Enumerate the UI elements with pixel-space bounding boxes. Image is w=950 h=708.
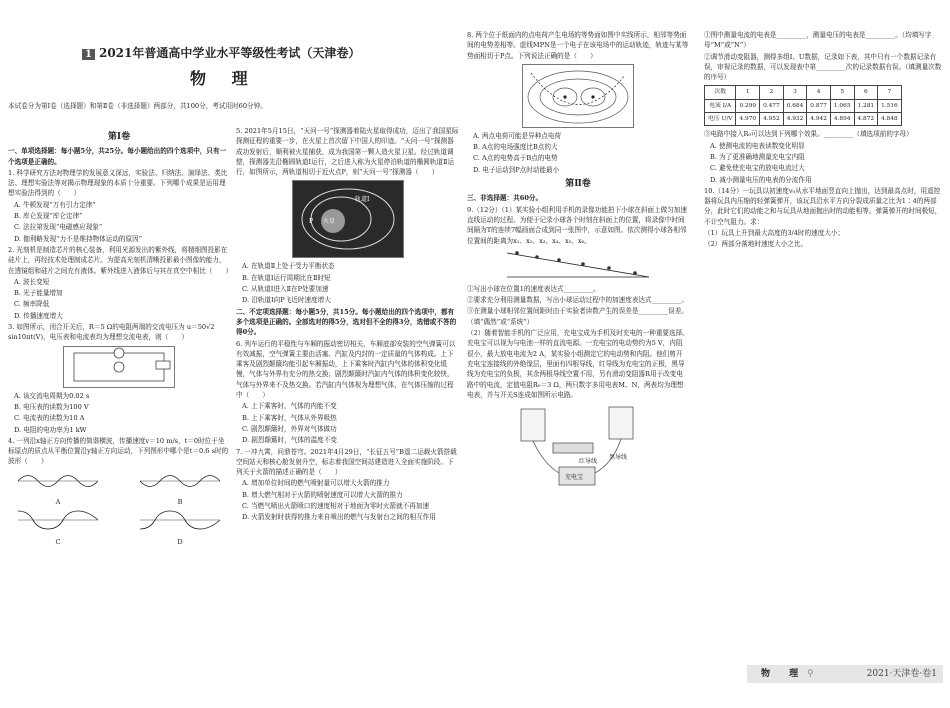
q3-option-d: D. 电阻的电功率为1 kW	[14, 425, 87, 434]
paper-number-badge: 1	[82, 49, 95, 60]
table-cell: 0.684	[783, 99, 807, 112]
q4-stem: 4. 一列沿x轴正方向传播的简谐横波，传播速度v＝10 m/s，t＝0时位于坐标原点的质点从平衡位置沿y轴正方向运动，下列图形中哪个是t＝0.6 s时的波形（ ）	[8, 436, 229, 466]
table-cell: 次数	[705, 86, 736, 99]
q8-option-b: B. A点的电场强度比B点的大	[473, 143, 558, 152]
table-cell: 电压 U/V	[705, 113, 736, 126]
q6-option-c: C. 剧烈颠簸时，外界对气体做功	[242, 424, 337, 433]
table-cell: 2	[760, 86, 784, 99]
q9-sub-5: ①图中测量电流的电表是_________，测量电压的电表是_________。（均填写字母“M”或“N”）	[704, 31, 932, 50]
footer-label: 2021·天津卷·卷1	[866, 669, 937, 679]
q4-wave-a	[18, 468, 98, 508]
table-cell: 0.299	[736, 99, 760, 112]
q8-stem: 8. 两个位于纸面内的点电荷产生电场的等势面如图中实线所示，相邻等势面间的电势差相等。虚线MPN是一个电子在该电场中的运动轨迹，轨迹与某等势面相切于P点。下列说法正确的是（ ）	[467, 31, 689, 60]
q4-label-a: A	[55, 498, 61, 507]
q1-option-c: C. 法拉第发现“电磁感应现象”	[14, 223, 103, 232]
q1-option-a: A. 牛顿发现“万有引力定律”	[14, 200, 96, 209]
q4-wave-b	[140, 468, 220, 508]
table-cell: 电流 I/A	[705, 99, 736, 112]
q9-sub-7: ③电路中接入R₀可以达到下列哪个效果。_________（填选项前的字母）	[704, 130, 913, 139]
q3-option-a: A. 该交流电周期为0.02 s	[14, 391, 90, 400]
q10-sub-1: （1）玩具上升到最大高度的3/4时的速度大小；	[704, 229, 845, 238]
title-text: 2021年普通高中学业水平等级性考试（天津卷）	[98, 46, 361, 60]
column-1	[8, 128, 233, 547]
q9-option-b: B. 为了更准确地测量充电宝内阻	[710, 152, 805, 161]
section-2-title: 第Ⅱ卷	[565, 179, 591, 190]
table-cell: 7	[878, 86, 902, 99]
q9-battery-circuit-diagram	[513, 403, 643, 491]
q5-fig-label-mars: 火星	[323, 218, 336, 226]
table-cell: 6	[854, 86, 878, 99]
q6-stem: 6. 列车运行的平稳性与车厢的振动密切相关，车厢底部安装的空气弹簧可以有效减振，空气弹簧主要由活塞、汽缸及内封的一定质量的气体构成。上下乘客及剧烈颠簸均能引起车厢振动，上下乘客时汽缸内气体的体积变化缓慢，气体与外界有充分的热交换；剧烈颠簸时汽缸内气体的体积变化较快，气体与外界来不及热交换。若汽缸内气体视为理想气体，在气体压缩的过程中（ ）	[236, 339, 456, 400]
q2-stem: 2. 光刻机是制造芯片的核心装备，利用光源发出的紫外线，将精细图投影在硅片上，再经技术处理制成芯片。为提高光刻机清晰投影最小图像的能力，在透镜组和硅片之间充有液体。紫外线进入液体后与其在真空中相比（ ）	[8, 245, 233, 275]
column-2	[236, 126, 460, 524]
q5-option-d: D. 沿轨道Ⅰ向P飞近时速度增大	[242, 296, 331, 305]
part-1-instructions: 一、单项选择题：每小题5分，共25分。每小题给出的四个选项中，只有一个选项是正确的。	[8, 147, 227, 166]
q10-stem: 10.（14分）一玩具以初速度v₀从水平地面竖直向上抛出，达到最高点时，用遥控器将玩具内压缩的轻弹簧弹开，该玩具沿水平方向分裂成质量之比为1∶4的两部分，此时它们的动能之和与玩具从地面抛出时的动能相等。弹簧弹开的时间极短，不计空气阻力。求：	[704, 186, 942, 226]
q9-stem: 9.（12分）（1）某实验小组利用手机的录像功能拍下小球在斜面上做匀加速直线运动的过程。为便于记录小球各个时刻在斜面上的位置，将录像中时间间隔为T的连续7幅画面合成到同一张图中，示意如图。依次测得小球各相邻位置间的距离为x₁、x₂、x₃、x₄、x₅、x₆。	[467, 205, 687, 245]
column-3	[467, 30, 689, 494]
table-cell: 1.516	[878, 99, 902, 112]
q2-option-d: D. 传播速度增大	[14, 311, 63, 320]
table-cell: 4.942	[807, 113, 831, 126]
table-cell: 0.877	[807, 99, 831, 112]
q9-option-d: D. 减小测量电压的电表的分流作用	[710, 175, 812, 184]
q8-option-d: D. 电子运动到P点时动能最小	[473, 165, 560, 174]
q9-part-2: （2）随着智能手机的广泛应用，充电宝成为手机及时充电的一种重要选择。充电宝可以视为与电池一样的直流电源。一充电宝的电动势约为5 V，内阻很小，最大放电电流为2 A，某实验小组测定它的电动势和内阻。他们剪开充电宝连接线的外绝缘层，里面有四根导线，红导线为充电宝的正极，黑导线为充电宝的负极，其余两根导线空置不用，另有滑动变阻器R用于改变电路中的电流，定值电阻R₀＝3 Ω，两只数字多用电表M、N，两表均为理想电表，并与开关S连成如图所示电路。	[467, 329, 689, 399]
q9-sub-3: ③在测量小球相邻位置间距时由于实验者读数产生的误差是_________误差。（填“偶然”或“系统”）	[467, 307, 688, 326]
search-icon: ⚲	[807, 669, 814, 679]
page-footer	[747, 665, 943, 683]
q3-option-c: C. 电流表的读数为10 A	[14, 414, 85, 423]
q2-option-b: B. 光子能量增加	[14, 289, 63, 298]
q5-fig-label-p: P	[309, 218, 314, 226]
q8-option-c: C. A点的电势高于B点的电势	[473, 154, 558, 163]
q9-option-a: A. 使测电流的电表读数变化明显	[710, 141, 805, 150]
q8-equipotential-diagram	[522, 64, 634, 128]
q10-sub-2: （2）两部分落地时速度大小之比。	[704, 240, 808, 249]
table-cell: 4.872	[854, 113, 878, 126]
footer-subject: 物 理	[761, 669, 807, 679]
q4-wave-d	[140, 507, 220, 547]
q5-stem: 5. 2021年5月15日，“天问一号”探测器着陆火星取得成功，迈出了我国星际探测征程的重要一步，在火星上首次留下中国人的印迹。“天问一号”探测器成功发射后，顺利被火星捕获，成为我国第一颗人造火星卫星。经过轨道调整，探测器先沿椭圆轨道Ⅰ运行，之后进入称为火星停泊轨道的椭圆轨道Ⅱ运行，如图所示，两轨道相切于近火点P，则“天问一号”探测器（ ）	[236, 127, 459, 177]
table-cell: 1.281	[854, 99, 878, 112]
table-cell: 0.477	[760, 99, 784, 112]
q9-option-c: C. 避免使充电宝的放电电流过大	[710, 164, 805, 173]
q4-label-b: B	[177, 498, 183, 507]
q4-label-c: C	[55, 537, 61, 546]
table-cell: 4.894	[830, 113, 854, 126]
q8-option-a: A. 两点电荷可能是异种点电荷	[473, 131, 562, 140]
table-cell: 4	[807, 86, 831, 99]
table-row-current	[705, 99, 902, 112]
column-4	[704, 30, 942, 251]
q5-option-c: C. 从轨道Ⅰ进入Ⅱ在P处要加速	[242, 285, 329, 294]
q9-fig-black-wire: 黑导线	[609, 454, 628, 462]
table-cell: 4.952	[760, 113, 784, 126]
table-row-voltage	[705, 113, 902, 126]
table-cell: 5	[830, 86, 854, 99]
q1-option-b: B. 库仑发现“库仑定律”	[14, 212, 83, 221]
q9-sub-2: ②要求充分利用测量数据，写出小球运动过程中的加速度表达式_________。	[467, 296, 688, 305]
q5-fig-label-orbit: 轨道Ⅰ	[355, 196, 370, 204]
part-2-instructions: 二、不定项选择题：每小题5分，共15分。每小题给出的四个选项中，都有多个选项是正确的。全部选对的得5分，选对但不全的得3分，选错或不答的得0分。	[236, 307, 457, 337]
q3-circuit-diagram	[63, 346, 175, 388]
table-cell: 4.848	[878, 113, 902, 126]
q5-option-b: B. 在轨道Ⅰ运行周期比在Ⅱ时短	[242, 273, 331, 282]
q9-sub-1: ①写出小球在位置1的速度表达式_________。	[467, 284, 600, 293]
q7-stem: 7. 一冲九霄，问鼎苍穹。2021年4月29日，“长征五号”B遥二运载火箭搭载空间站天和核心舱发射升空，标志着我国空间站建造进入全面实施阶段。下列关于火箭的描述正确的是（ ）	[236, 447, 457, 477]
q4-label-d: D	[177, 537, 183, 546]
exam-title	[82, 44, 382, 61]
table-cell: 4.970	[736, 113, 760, 126]
q6-option-a: A. 上下乘客时，气体的内能不变	[242, 402, 337, 411]
q4-wave-c	[18, 507, 98, 547]
q9-fig-power-bank: 充电宝	[565, 474, 584, 482]
q5-option-a: A. 在轨道Ⅱ上处于受力平衡状态	[242, 262, 335, 271]
q3-option-b: B. 电压表的读数为100 V	[14, 402, 89, 411]
q6-option-d: D. 剧烈颠簸时，气体的温度不变	[242, 436, 337, 445]
section-1-title: 第Ⅰ卷	[107, 132, 131, 142]
q7-option-c: C. 当燃气喷出火箭喷口的速度相对于地面为零时火箭就不再加速	[242, 502, 430, 511]
q9-incline-diagram	[503, 249, 653, 281]
table-cell: 4.932	[783, 113, 807, 126]
q3-stem: 3. 如图所示，闭合开关后，R＝5 Ω的电阻两端的交流电压为 u＝50√2 sin10πt(V)，电压表和电流表均为理想交流电表，则（ ）	[8, 323, 215, 342]
q2-option-c: C. 频率降低	[14, 300, 50, 309]
q1-option-d: D. 伽利略发现“力不是维持物体运动的原因”	[14, 234, 143, 243]
q2-option-a: A. 波长变短	[14, 277, 50, 286]
table-cell: 1	[736, 86, 760, 99]
table-cell: 3	[783, 86, 807, 99]
q7-option-a: A. 增加单位时间的燃气喷射量可以增大火箭的推力	[242, 479, 390, 488]
subject-title: 物 理	[190, 69, 258, 88]
q5-orbit-image	[292, 180, 404, 258]
q7-option-b: B. 增大燃气相对于火箭的喷射速度可以增大火箭的推力	[242, 490, 403, 499]
table-cell: 1.065	[830, 99, 854, 112]
intro-text: 本试卷分为第Ⅰ卷（选择题）和第Ⅱ卷（非选择题）两部分，共100分，考试用时60分钟。	[8, 102, 267, 110]
part-3-instructions: 三、非选择题：共60分。	[467, 194, 543, 203]
q6-option-b: B. 上下乘客时，气体从外界吸热	[242, 413, 337, 422]
q1-stem: 1. 科学研究方法对物理学的发展意义深远，实验法、归纳法、演绎法、类比法、理想实验法等对揭示物理现象的本质十分重要。下列哪个成果是运用理想实验法得到的（ ）	[8, 168, 228, 198]
q9-sub-6: ②调节滑动变阻器，测得多组I、U数据，记录如下表，其中只有一个数据记录有误，审视记录的数据，可以发现表中第_________次的记录数据有误。（填测量次数的序号）	[704, 52, 942, 82]
q7-option-d: D. 火箭发射时获得的推力来自喷出的燃气与发射台之间的相互作用	[242, 513, 436, 522]
q9-fig-red-wire: 红导线	[579, 458, 598, 466]
measurement-table	[704, 85, 902, 126]
table-header-row	[705, 86, 902, 99]
